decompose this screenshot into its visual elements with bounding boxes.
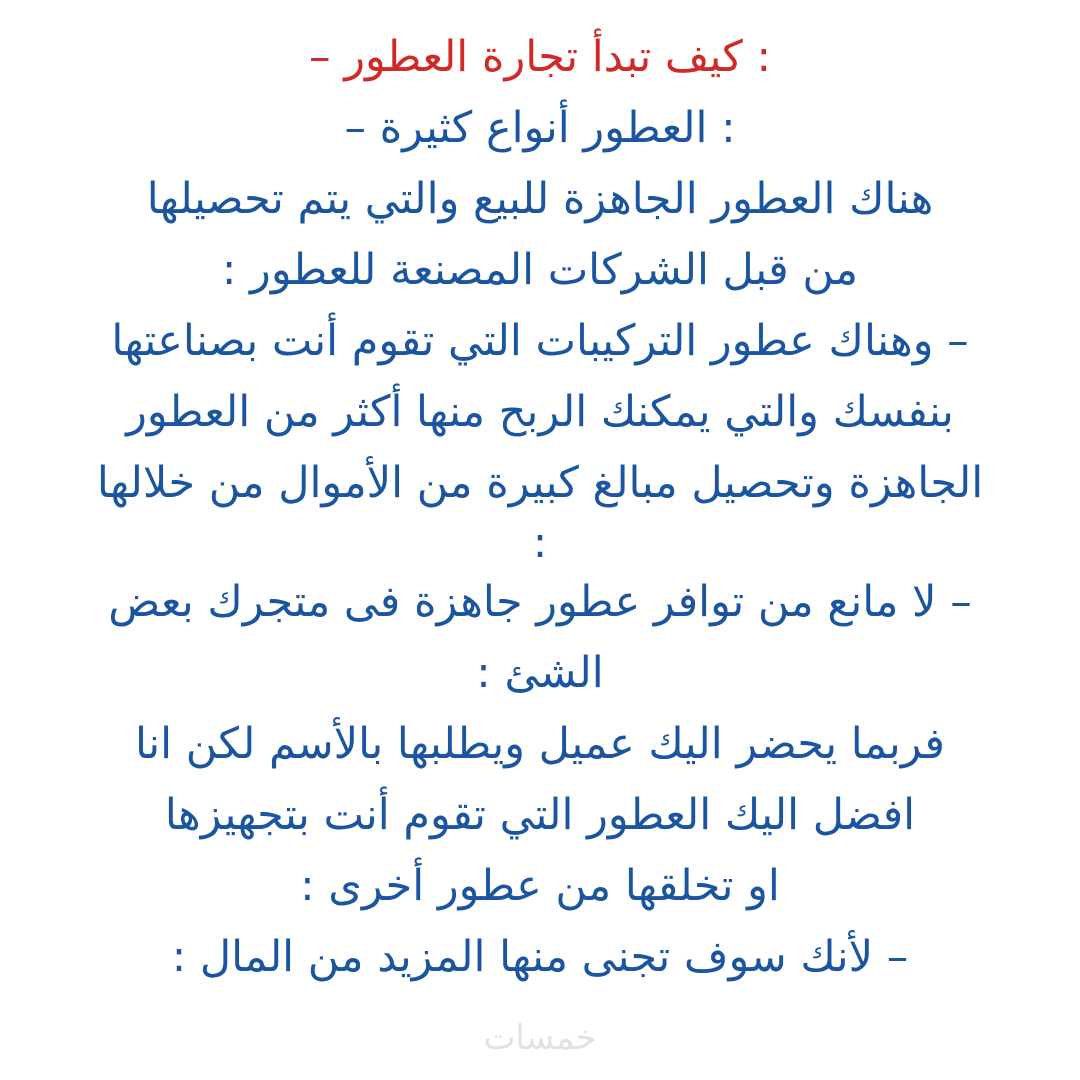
watermark-logo: خمسات: [483, 1018, 597, 1058]
text-line: بنفسك والتي يمكنك الربح منها أكثر من العطور: [126, 387, 954, 437]
text-line: من قبل الشركات المصنعة للعطور :: [221, 245, 859, 295]
text-line: او تخلقها من عطور أخرى :: [300, 861, 780, 911]
text-line: – وهناك عطور التركيبات التي تقوم أنت بصناعتها: [111, 316, 969, 366]
document-title: : كيف تبدأ تجارة العطور –: [309, 32, 771, 82]
text-line: :: [532, 518, 548, 568]
text-line: – لأنك سوف تجنى منها المزيد من المال :: [171, 932, 909, 982]
document-body: [20, 22, 1060, 993]
text-line: فربما يحضر اليك عميل ويطلبها بالأسم لكن انا: [135, 719, 945, 769]
text-line: افضل اليك العطور التي تقوم أنت بتجهيزها: [164, 790, 916, 840]
text-line: الجاهزة وتحصيل مبالغ كبيرة من الأموال من خلالها: [96, 458, 984, 508]
text-line: : العطور أنواع كثيرة –: [344, 103, 736, 153]
text-line: هناك العطور الجاهزة للبيع والتي يتم تحصيلها: [146, 174, 934, 224]
text-line: الشئ :: [476, 648, 604, 698]
text-line: – لا مانع من توافر عطور جاهزة فى متجرك بعض: [108, 577, 972, 627]
